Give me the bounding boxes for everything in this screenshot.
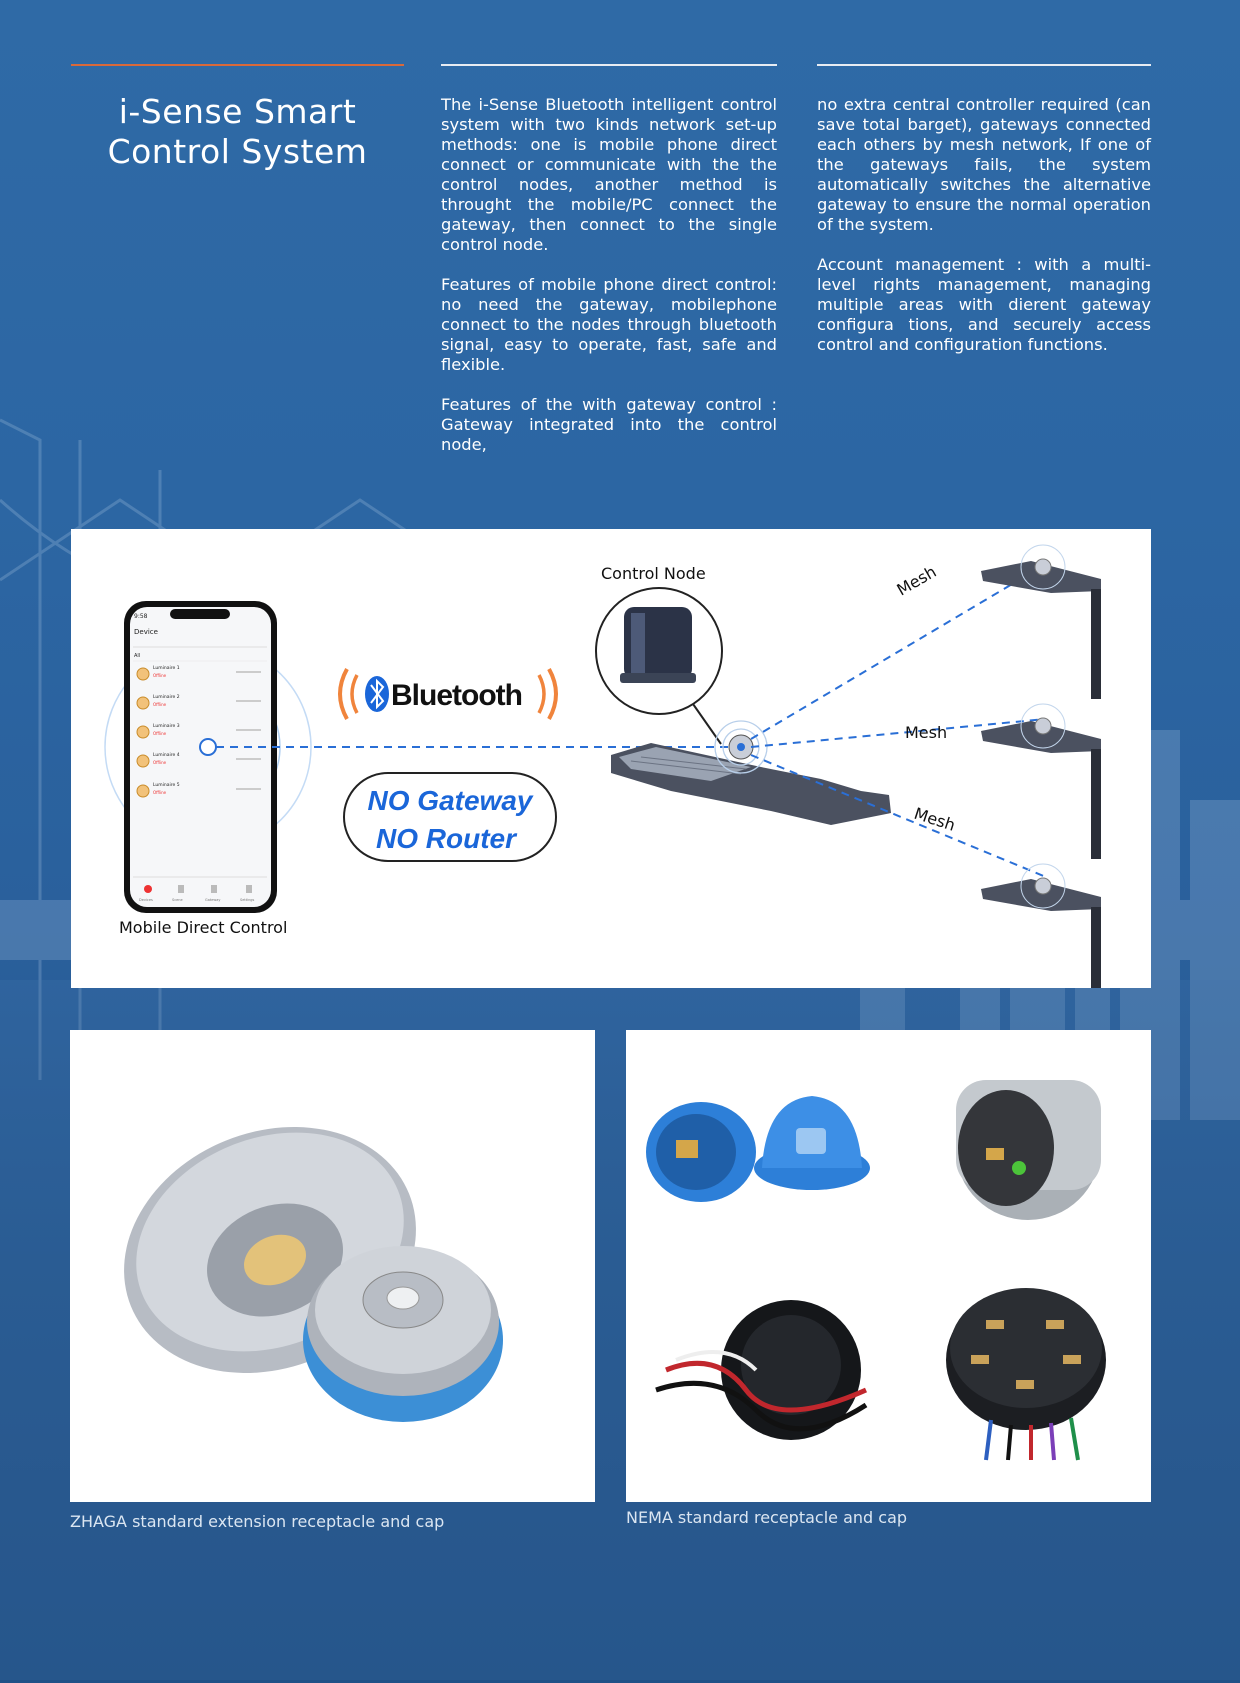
- phone-signal-origin: [200, 739, 216, 755]
- mesh-label: Mesh: [911, 803, 958, 835]
- bluetooth-label: Bluetooth: [391, 679, 522, 712]
- control-node-device: [620, 607, 696, 683]
- phone-item-status: Offline: [153, 702, 167, 707]
- nema-product-panel: [626, 1030, 1151, 1502]
- no-gateway-text: NO Gateway: [367, 785, 533, 816]
- phone-list-item: Luminaire 1: [153, 666, 180, 671]
- column1-rule: [441, 64, 777, 66]
- phone-tab: Devices: [139, 898, 153, 902]
- phone-item-status: Offline: [153, 760, 167, 765]
- network-diagram-panel: [71, 529, 1151, 988]
- intro-column-1: [441, 95, 777, 475]
- phone-item-status: Offline: [153, 790, 167, 795]
- title-rule: [71, 64, 404, 66]
- phone-list-item: Luminaire 4: [153, 753, 180, 758]
- phone-header: Device: [134, 628, 158, 636]
- phone-list-item: Luminaire 2: [153, 695, 180, 700]
- zhaga-caption: ZHAGA standard extension receptacle and cap: [70, 1512, 445, 1531]
- mesh-label: Mesh: [905, 723, 948, 742]
- control-node-label: Control Node: [601, 564, 706, 583]
- intro-paragraph: Account management : with a multi-level rights management, managing multiple areas with dierent gateway configura tions, and securely access control and configuration functions.: [817, 255, 1151, 354]
- intro-paragraph: no extra central controller required (can save total barget), gateways connected each others by mesh network, If one of the gateways fails, the system automatically switches the alternative gateway to ensure the normal operation of the system.: [817, 95, 1151, 234]
- intro-paragraph: Features of the with gateway control : Gateway integrated into the control node,: [441, 395, 777, 454]
- zhaga-product-panel: [70, 1030, 595, 1502]
- phone-tab: Settings: [240, 898, 255, 902]
- page-title: [100, 92, 375, 172]
- intro-paragraph: Features of mobile phone direct control: no need the gateway, mobilephone connect to the nodes through bluetooth signal, easy to operate, fast, safe and flexible.: [441, 275, 777, 374]
- nema-caption: NEMA standard receptacle and cap: [626, 1508, 908, 1527]
- intro-paragraph: The i-Sense Bluetooth intelligent control system with two kinds network set-up methods: one is mobile phone direct connect or communicate with the the control nodes, another method is throught the mobile/PC connect the gateway, then connect to the single control node.: [441, 95, 777, 254]
- mesh-links: [751, 561, 1046, 877]
- mobile-direct-control-label: Mobile Direct Control: [119, 918, 288, 937]
- phone-list-item: Luminaire 5: [153, 783, 180, 788]
- smartphone-illustration: [124, 601, 277, 913]
- phone-list-item: Luminaire 3: [153, 724, 180, 729]
- mesh-label: Mesh: [893, 561, 940, 600]
- mesh-street-light: [981, 864, 1101, 988]
- phone-item-status: Offline: [153, 673, 167, 678]
- phone-item-status: Offline: [153, 731, 167, 736]
- column2-rule: [817, 64, 1151, 66]
- phone-filter: All: [134, 653, 141, 659]
- mesh-street-light: [981, 545, 1101, 699]
- no-router-text: NO Router: [376, 823, 516, 854]
- zhaga-receptacle-image: [70, 1030, 595, 1502]
- phone-tab: Gateway: [205, 898, 221, 902]
- phone-tab: Scene: [172, 898, 183, 902]
- title-line-2: Control System: [107, 132, 368, 171]
- title-line-1: i-Sense Smart: [118, 92, 357, 131]
- intro-column-2: [817, 95, 1151, 375]
- phone-time: 9:58: [134, 613, 148, 620]
- mesh-street-light: [981, 704, 1101, 859]
- nema-receptacle-image: [626, 1030, 1151, 1502]
